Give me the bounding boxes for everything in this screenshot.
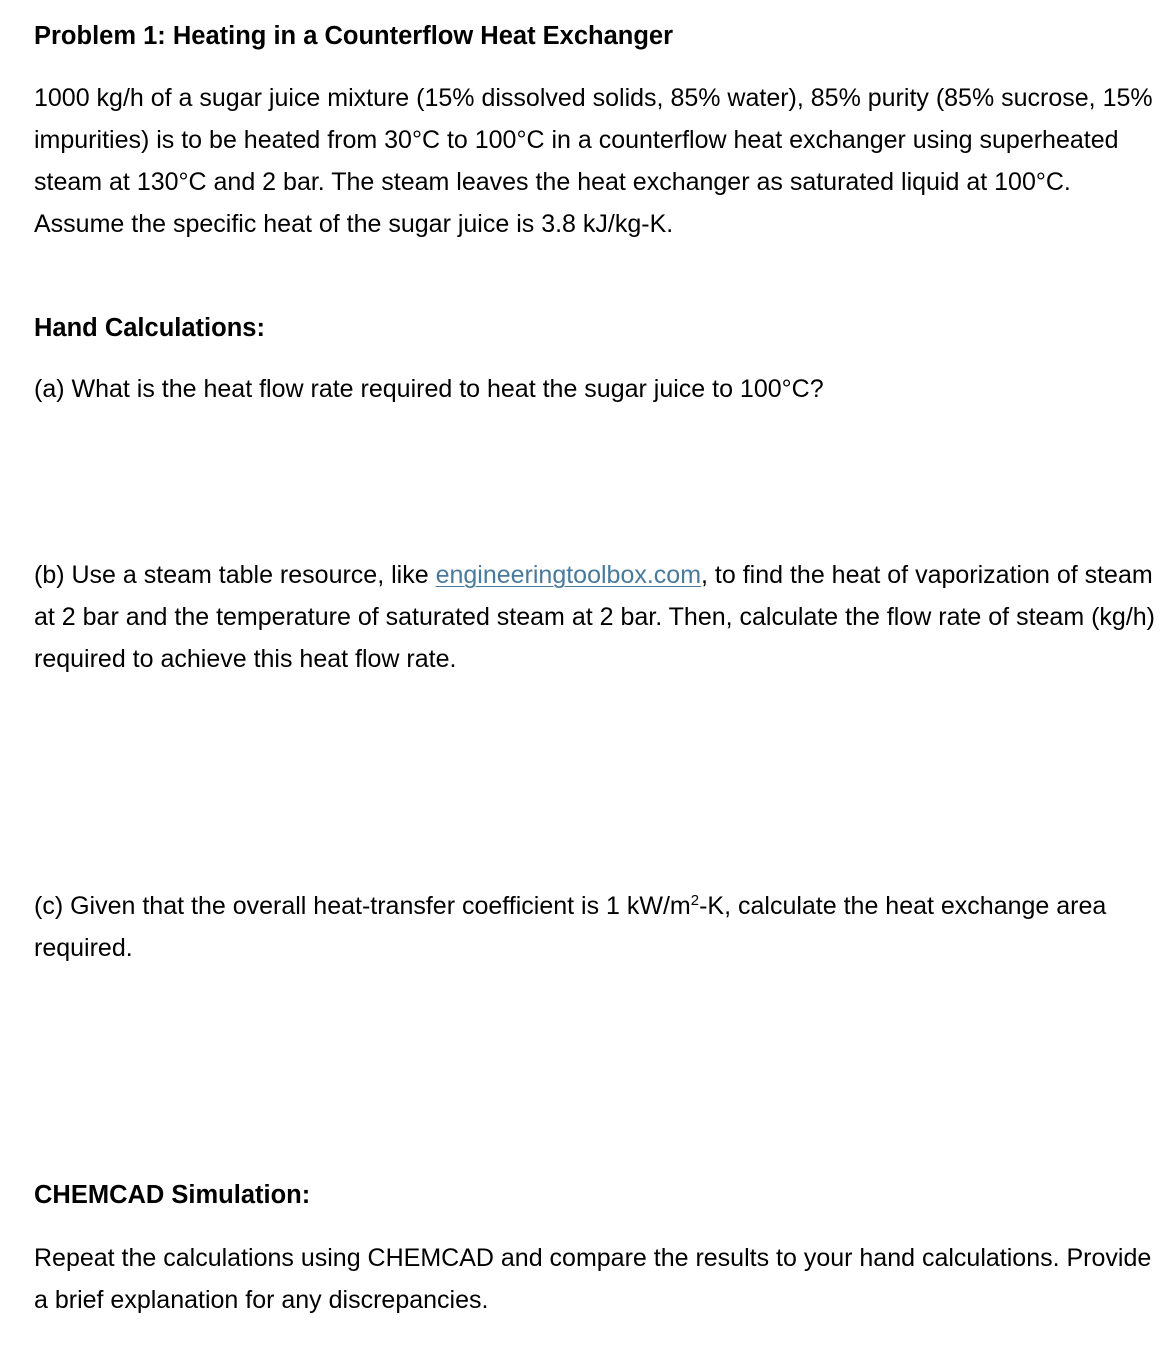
problem-statement: 1000 kg/h of a sugar juice mixture (15% dissolved solids, 85% water), 85% purity (85% sucrose, 15% impurities) is to be heated from 30°C to 100°C in a counterflow heat exchanger using superheated steam at 130°C and 2 bar. The steam leaves the heat exchanger as saturated liquid at 100°C. Assume the specific heat of the sugar juice is 3.8 kJ/kg-K. <box>34 84 1153 238</box>
part-b-question <box>34 554 1160 680</box>
hand-calculations-heading: Hand Calculations: <box>34 314 265 342</box>
part-c-text-end: -K, calculate the heat exchange area required. <box>34 892 1107 962</box>
engineeringtoolbox-link[interactable]: engineeringtoolbox.com <box>435 561 702 589</box>
part-b-text-end: , to find the heat of vaporization of steam at 2 bar and the temperature of saturated steam at 2 bar. Then, calculate the flow rate of steam (kg/h) required to achieve this heat flow rate. <box>34 561 1155 673</box>
chemcad-instructions: Repeat the calculations using CHEMCAD and compare the results to your hand calculations. Provide a brief explanation for any discrepancies. <box>34 1244 1152 1314</box>
part-c-text-start: (c) Given that the overall heat-transfer coefficient is 1 kW/m <box>34 892 691 920</box>
part-c-superscript: 2 <box>690 892 700 909</box>
chemcad-heading: CHEMCAD Simulation: <box>34 1181 311 1209</box>
part-b-text-start: (b) Use a steam table resource, like <box>34 561 436 589</box>
problem-title: Problem 1: Heating in a Counterflow Heat Exchanger <box>34 22 674 50</box>
part-a-question: (a) What is the heat flow rate required to heat the sugar juice to 100°C? <box>34 375 824 403</box>
part-c-question <box>34 885 1160 969</box>
